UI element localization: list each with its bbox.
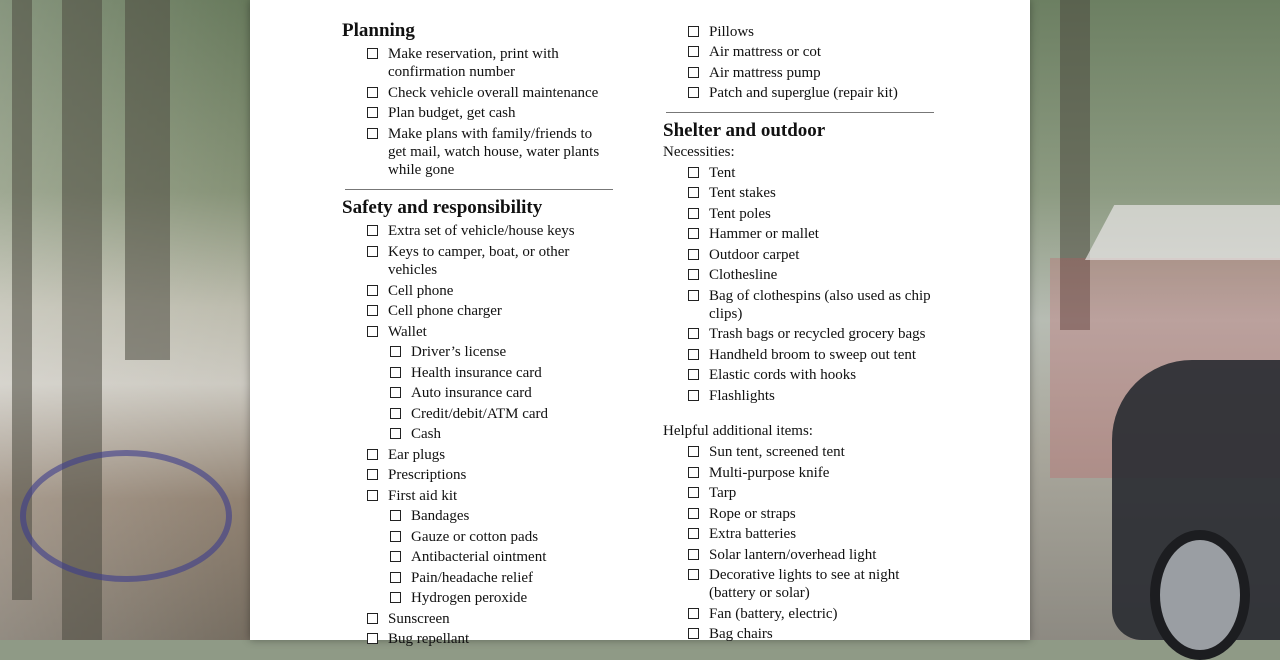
checkbox[interactable] [688,249,699,260]
helpful-items-label: Helpful additional items: [663,423,813,439]
checkbox[interactable] [688,446,699,457]
section-title-planning: Planning [342,20,415,41]
checkbox[interactable] [367,469,378,480]
checklist-page: Planning Make reservation, print with confirmation number Check vehicle overall maintenance Plan budget, get cash Make plans with family/friends to get mail, watch house, water plants while gone Safety and responsibility Extra set of vehicle/house keys Keys to camper, boat, or other vehicles Cell phone Cell phone charger Wallet Driver’s license Health insurance card Auto insurance card Credit/debit/ATM card Cash Ear plugs Prescriptions First aid kit Bandages Gauze or cotton pads Antibacterial ointment Pain/headache relief Hydrogen peroxide Sunscreen Bug repellant Pillows Air mattress or cot Air mattress pump Patch and superglue (repair kit) Shelter and outdoor Necessities: Tent Tent stakes Tent poles Hammer or mallet Outdoor carpet Clothesline Bag of clothespins (also used as chip clips) Trash bags or recycled grocery bags Handheld broom to sweep out tent Elastic cords with hooks Flashlights Helpful additional items: Sun tent, screened tent Multi-purpose knife Tarp Rope or straps Extra batteries Solar lantern/overhead light Decorative lights to see at night (battery or solar) Fan (battery, electric) Bag chairs [250,0,1030,640]
checkbox[interactable] [367,48,378,59]
checkbox[interactable] [688,508,699,519]
necessities-label: Necessities: [663,144,735,160]
checkbox[interactable] [688,467,699,478]
checkbox[interactable] [688,628,699,639]
checkbox[interactable] [367,449,378,460]
checkbox[interactable] [688,328,699,339]
checkbox[interactable] [688,187,699,198]
checkbox[interactable] [688,208,699,219]
checkbox[interactable] [390,346,401,357]
tree-trunk [125,0,170,360]
section-title-shelter: Shelter and outdoor [663,120,826,141]
checkbox[interactable] [688,167,699,178]
checkbox[interactable] [367,128,378,139]
checkbox[interactable] [688,528,699,539]
checkbox[interactable] [688,608,699,619]
checkbox[interactable] [688,290,699,301]
checkbox[interactable] [367,87,378,98]
tent-roof [1085,205,1280,260]
checkbox[interactable] [390,367,401,378]
checkbox[interactable] [688,26,699,37]
checkbox[interactable] [367,246,378,257]
section-divider [666,112,934,113]
checkbox[interactable] [367,225,378,236]
checkbox[interactable] [367,613,378,624]
checkbox[interactable] [390,551,401,562]
checkbox[interactable] [390,592,401,603]
checkbox[interactable] [367,633,378,644]
checkbox[interactable] [367,285,378,296]
checkbox[interactable] [367,490,378,501]
checkbox[interactable] [367,305,378,316]
checkbox[interactable] [688,228,699,239]
checkbox[interactable] [688,549,699,560]
checkbox[interactable] [688,369,699,380]
checkbox[interactable] [390,408,401,419]
checkbox[interactable] [688,349,699,360]
section-divider [345,189,613,190]
checkbox[interactable] [688,46,699,57]
checkbox[interactable] [367,326,378,337]
checkbox[interactable] [390,387,401,398]
checkbox[interactable] [688,569,699,580]
checkbox[interactable] [390,572,401,583]
section-title-safety: Safety and responsibility [342,197,543,218]
car-wheel [1150,530,1250,660]
checkbox[interactable] [688,269,699,280]
checkbox[interactable] [390,531,401,542]
checkbox[interactable] [688,87,699,98]
checkbox[interactable] [688,487,699,498]
bicycle [20,450,232,582]
checkbox[interactable] [688,67,699,78]
checkbox[interactable] [688,390,699,401]
checkbox[interactable] [367,107,378,118]
checkbox[interactable] [390,510,401,521]
checkbox[interactable] [390,428,401,439]
